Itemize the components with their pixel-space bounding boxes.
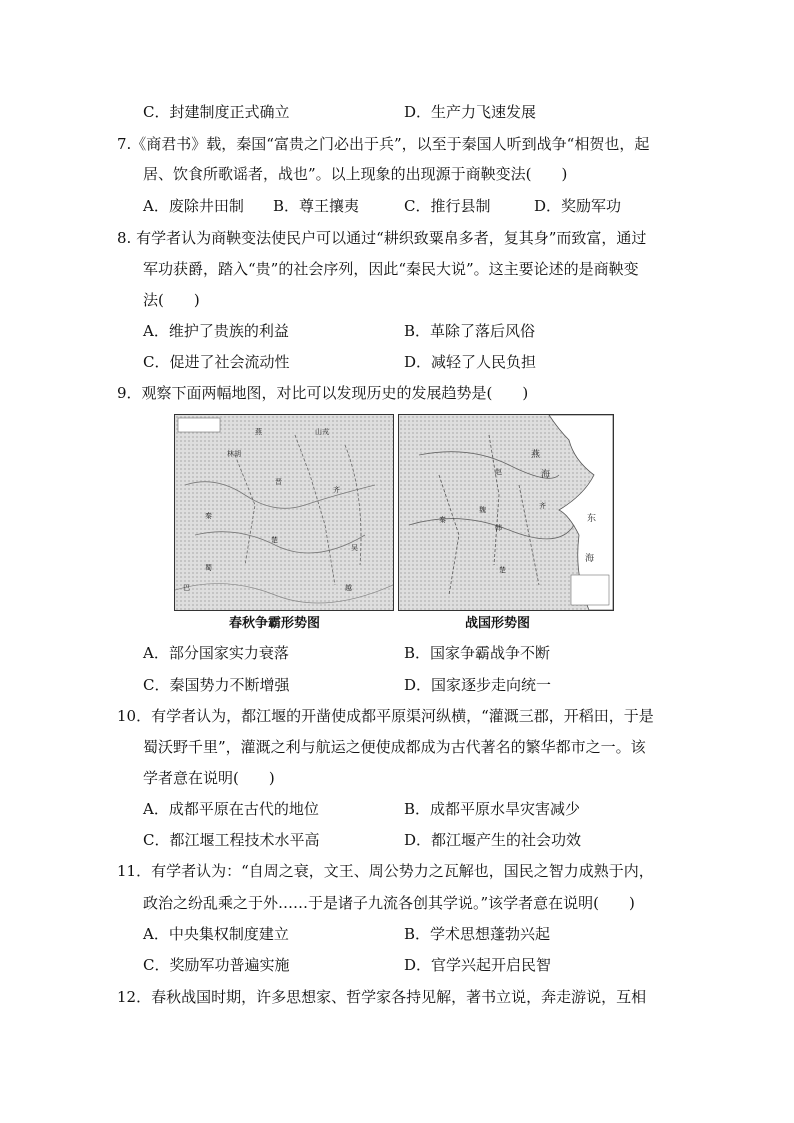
map-right-label: 海 xyxy=(585,554,595,564)
q11-option-a: A．中央集权制度建立 xyxy=(143,925,289,943)
q7-option-a: A．废除井田制 xyxy=(143,197,244,215)
warring-states-map-lines xyxy=(399,415,613,610)
q10-option-c: C．都江堰工程技术水平高 xyxy=(143,831,320,849)
q11-stem-line2: 政治之纷乱乘之于外……于是诸子九流各创其学说。”该学者意在说明( ) xyxy=(143,894,635,912)
q8-stem-line1: 8. 有学者认为商鞅变法使民户可以通过“耕织致粟帛多者，复其身”而致富，通过 xyxy=(117,229,647,247)
q8-option-b: B．革除了落后风俗 xyxy=(404,322,536,340)
spring-autumn-map xyxy=(174,414,394,611)
q9-option-c: C．秦国势力不断增强 xyxy=(143,676,290,694)
map-left-label: 秦 xyxy=(205,512,212,520)
map-left-label: 吴 xyxy=(351,544,358,552)
map-left-label: 巴 xyxy=(183,584,190,592)
q10-option-a: A．成都平原在古代的地位 xyxy=(143,800,319,818)
q8-stem-line2: 军功获爵，踏入“贵”的社会序列，因此“秦民大说”。这主要论述的是商鞅变 xyxy=(143,260,639,278)
map-left-label: 楚 xyxy=(271,536,278,544)
map-right-label: 赵 xyxy=(495,468,502,476)
q10-stem-line1: 10．有学者认为，都江堰的开凿使成都平原渠河纵横，“灌溉三郡，开稻田，于是 xyxy=(117,707,654,725)
map-right-label: 楚 xyxy=(499,566,506,574)
q6-option-d: D．生产力飞速发展 xyxy=(404,103,537,121)
map-left-label: 齐 xyxy=(333,486,340,494)
q9-stem-line1: 9．观察下面两幅地图，对比可以发现历史的发展趋势是( ) xyxy=(117,384,529,402)
q7-option-c: C．推行县制 xyxy=(404,197,491,215)
map-left-label: 山戎 xyxy=(315,428,329,436)
map-right-label: 魏 xyxy=(479,506,486,514)
map-right-label: 东 xyxy=(587,514,597,524)
q9-option-b: B．国家争霸战争不断 xyxy=(404,644,551,662)
warring-states-map xyxy=(398,414,614,611)
q7-stem-line1: 7.《商君书》载，秦国“富贵之门必出于兵”，以至于秦国人听到战争“相贺也，起 xyxy=(117,135,650,153)
map-right-caption: 战国形势图 xyxy=(465,616,531,631)
map-right-label: 燕 xyxy=(531,450,541,460)
q11-stem-line1: 11．有学者认为：“自周之衰，文王、周公势力之瓦解也，国民之智力成熟于内， xyxy=(117,862,654,880)
q6-option-c: C．封建制度正式确立 xyxy=(143,103,290,121)
map-right-label: 齐 xyxy=(539,502,546,510)
q8-option-a: A．维护了贵族的利益 xyxy=(143,322,289,340)
q7-option-d: D．奖励军功 xyxy=(534,197,622,215)
q9-option-a: A．部分国家实力衰落 xyxy=(143,644,289,662)
q8-stem-line3: 法( ) xyxy=(143,291,200,309)
q7-stem-line2: 居、饮食所歌谣者，战也”。以上现象的出现源于商鞅变法( ) xyxy=(143,165,568,183)
map-left-label: 燕 xyxy=(255,428,262,436)
q12-stem-line1: 12．春秋战国时期，许多思想家、哲学家各持见解，著书立说，奔走游说，互相 xyxy=(117,988,647,1006)
map-right-label: 秦 xyxy=(439,516,446,524)
q8-option-c: C．促进了社会流动性 xyxy=(143,353,290,371)
map-left-label: 蜀 xyxy=(205,564,212,572)
q10-stem-line2: 蜀沃野千里”，灌溉之利与航运之便使成都成为古代著名的繁华都市之一。该 xyxy=(143,738,646,756)
q10-option-d: D．都江堰产生的社会功效 xyxy=(404,831,582,849)
map-right-label: 海 xyxy=(541,470,551,480)
map-left-caption: 春秋争霸形势图 xyxy=(229,616,321,631)
q11-option-b: B．学术思想蓬勃兴起 xyxy=(404,925,551,943)
q9-option-d: D．国家逐步走向统一 xyxy=(404,676,552,694)
q7-option-b: B．尊王攘夷 xyxy=(273,197,360,215)
q11-option-d: D．官学兴起开启民智 xyxy=(404,956,552,974)
map-figure xyxy=(174,414,614,610)
q10-option-b: B．成都平原水旱灾害减少 xyxy=(404,800,581,818)
q10-stem-line3: 学者意在说明( ) xyxy=(143,769,275,787)
q8-option-d: D．减轻了人民负担 xyxy=(404,353,537,371)
q11-option-c: C．奖励军功普遍实施 xyxy=(143,956,290,974)
map-left-label: 越 xyxy=(345,584,352,592)
map-left-label: 林胡 xyxy=(227,450,241,458)
map-right-label: 韩 xyxy=(495,524,502,532)
map-left-label: 晋 xyxy=(275,478,282,486)
